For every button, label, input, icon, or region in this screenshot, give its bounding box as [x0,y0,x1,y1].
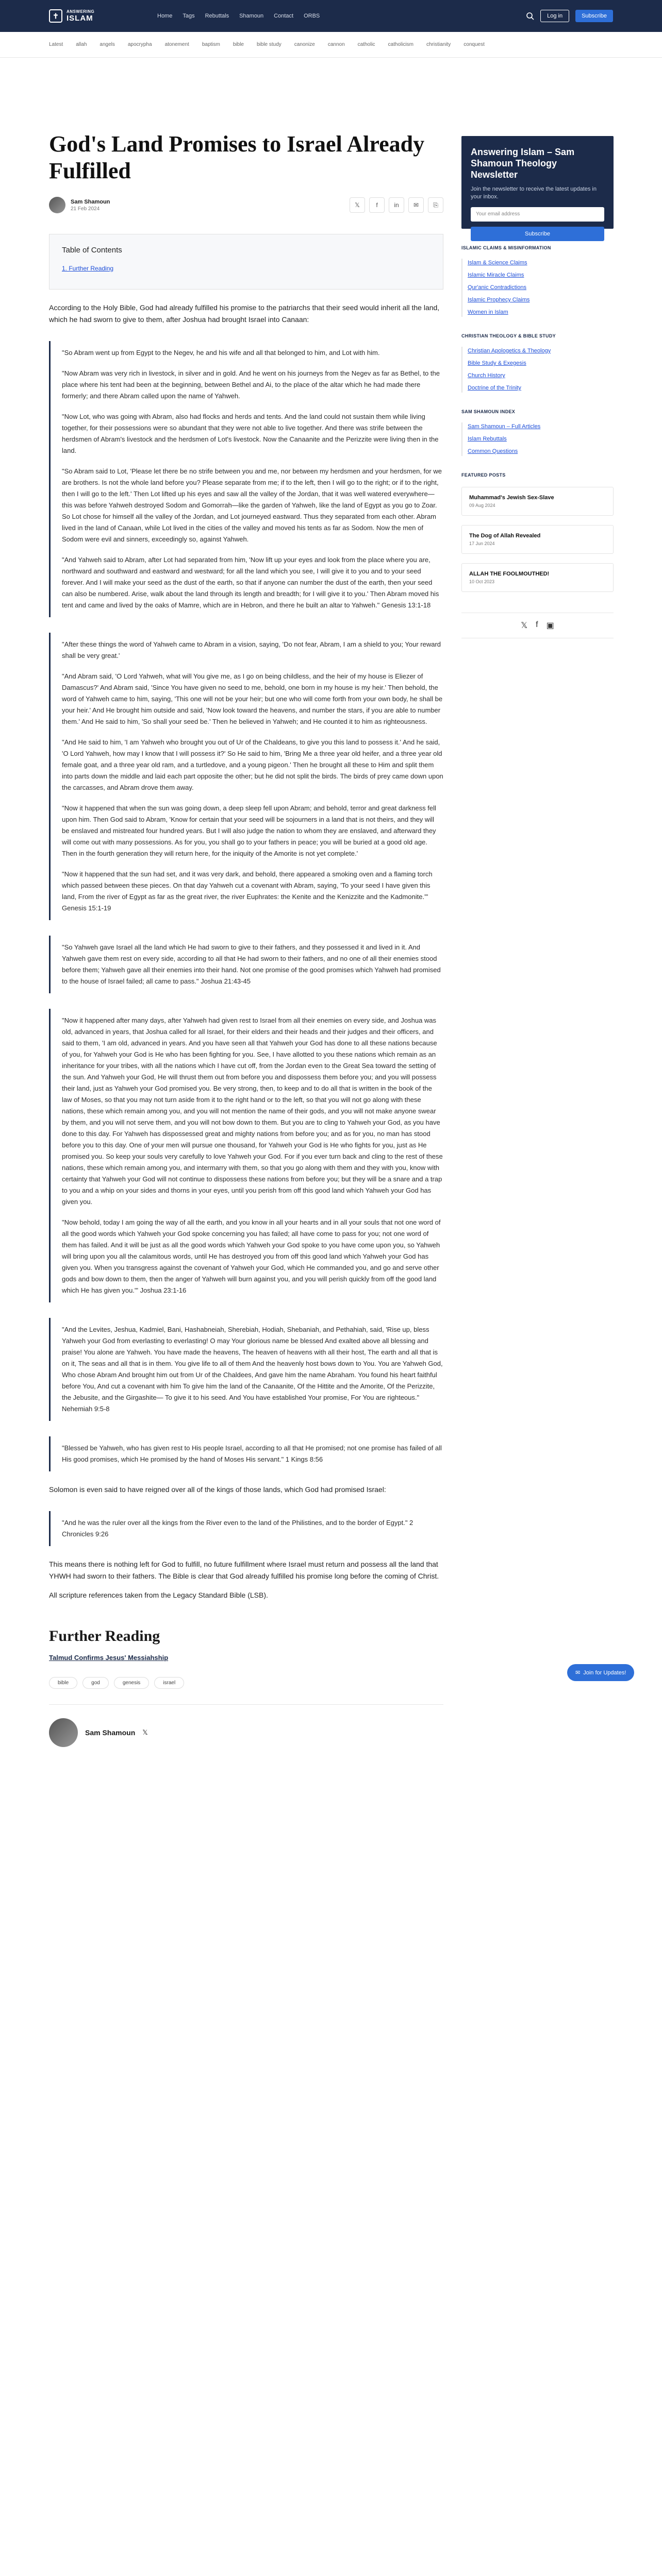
scripture-quote-1-kings-8: "Blessed be Yahweh, who has given rest to His people Israel, according to all that He promised; not one promise has failed of all His good promises, which He promised by the hand of Moses His servant." 1 Kings 8:56 [49,1436,443,1471]
tag-link[interactable]: atonement [164,42,189,47]
share-buttons [350,197,443,213]
post-tag[interactable]: bible [49,1677,77,1689]
scripture-quote-genesis-15: "After these things the word of Yahweh came to Abram in a vision, saying, 'Do not fear, Abram, I am a shield to you; Your reward shall be very great.' "And Abram said, 'O Lord Yahweh, what will You give me, as I go on being childless, and the heir of my house is Eliezer of Damascus?' And Abram said, 'Since You have given no seed to me, behold, one born in my house is my heir.' Then behold, the word of Yahweh came to him, saying, 'This one will not be your heir; but one who will come forth from your own body, he shall be your heir.' And He brought him outside and said, 'Now look toward the heavens, and number the stars, if you are able to number them.' And He said to him, 'So shall your seed be.' Then he believed in Yahweh; and He counted it to him as righteousness. "And He said to him, 'I am Yahweh who brought you out of Ur of the Chaldeans, to give you this land to possess it.' And he said, 'O Lord Yahweh, how may I know that I will possess it?' So He said to him, 'Bring Me a three year old heifer, and a three year old female goat, and a three year old ram, and a turtledove, and a young pigeon.' Then he brought all these to Him and split them into parts down the middle and laid each part opposite the other; but he did not split the birds. The birds of prey came down upon the carcasses, and Abram drove them away. "Now it happened that when the sun was going down, a deep sleep fell upon Abram; and behold, terror and great darkness fell upon him. Then God said to Abram, 'Know for certain that your seed will be sojourners in a land that is not theirs, and they will be enslaved and mistreated four hundred years. But I will also judge the nation to whom they are enslaved, and afterward they will come out with many possessions. As for you, you shall go to your fathers in peace; you will be buried at a good old age. Then in the fourth generation they will return here, for the iniquity of the Amorite is not yet complete.' "Now it happened that the sun had set, and it was very dark, and behold, there appeared a smoking oven and a flaming torch which passed between these pieces. On that day Yahweh cut a covenant with Abram, saying, 'To your seed I have given this land, From the river of Egypt as far as the great river, the river Euphrates: the Kenite and the Kenizzite and the Kadmonite.'" Genesis 15:1-19 [49,633,443,920]
article-title: God's Land Promises to Israel Already Fulfilled [49,131,425,183]
facebook-share-icon[interactable]: f [369,197,385,213]
tag-link[interactable]: angels [100,42,115,47]
scripture-quote-nehemiah-9: "And the Levites, Jeshua, Kadmiel, Bani, Hashabneiah, Sherebiah, Hodiah, Shebaniah, and Pethahiah, said, 'Rise up, bless Yahweh your God from everlasting to everlasting! O may Your glorious name be blessed And exalted above all blessing and praise! You alone are Yahweh. You have made the heavens, The heaven of heavens with all their host, The earth and all that is on it, The seas and all that is in them. You give life to all of them And the heavenly host bows down to You. You are Yahweh God, Who chose Abram And brought him out from Ur of the Chaldees, And gave him the name Abraham. You found his heart faithful before You, And cut a covenant with him To give him the land of the Canaanite, Of the Hittite and the Amorite, Of the Perizzite, the Jebusite, and the Girgashite— To give it to his seed. And You have established Your promise, For You are righteous." Nehemiah 9:5-8 [49,1318,443,1421]
email-share-icon[interactable]: ✉ [408,197,424,213]
sidebar-link[interactable]: Islam & Science Claims [468,260,527,266]
author-name: Sam Shamoun [71,198,110,205]
scripture-quote-genesis-13: "So Abram went up from Egypt to the Negev, he and his wife and all that belonged to him, and Lot with him. "Now Abram was very rich in livestock, in silver and in gold. And he went on his journeys from the Negev as far as Bethel, to the place where his tent had been at the beginning, between Bethel and Ai, to the place of the altar which he had made there formerly; and there Abram called upon the name of Yahweh. "Now Lot, who was going with Abram, also had flocks and herds and tents. And the land could not sustain them while living together, for their possessions were so abundant that they were not able to live together. And there was strife between the herdsmen of Abram's livestock and the herdsmen of Lot's livestock. Now the Canaanite and the Perizzite were living then in the land. "So Abram said to Lot, 'Please let there be no strife between you and me, nor between my herdsmen and your herdsmen, for we are brothers. Is not the whole land before you? Please separate from me; if to the left, then I will go to the right; or if to the right, then I will go to the left.' Then Lot lifted up his eyes and saw all the valley of the Jordan, that it was well watered everywhere—this was before Yahweh destroyed Sodom and Gomorrah—like the garden of Yahweh, like the land of Egypt as you go to Zoar. So Lot chose for himself all the valley of the Jordan, and Lot journeyed eastward. Thus they separated from each other. Abram lived in the land of Canaan, while Lot lived in the cities of the valley and moved his tents as far as Sodom. Now the men of Sodom were evil and sinners, exceedingly so, against Yahweh. "And Yahweh said to Abram, after Lot had separated from him, 'Now lift up your eyes and look from the place where you are, northward and southward and eastward and westward; for all the land which you see, I will give it to you and to your seed forever. And I will make your seed as the dust of the earth, so that if anyone can number the dust of the earth, then your seed can also be numbered. Arise, walk about the land through its length and breadth; for I will give it to you.' Then Abram moved his tent and came and lived by the oaks of Mamre, which are in Hebron, and there he built an altar to Yahweh." Genesis 13:1-18 [49,341,443,617]
sidebar-list [461,347,614,393]
site-logo[interactable]: ✝ ANSWERING ISLAM [49,9,157,23]
further-reading-link[interactable]: Talmud Confirms Jesus' Messiahship [49,1654,169,1662]
search-icon[interactable] [526,12,534,20]
post-date: 21 Feb 2024 [71,206,100,212]
menu-rebuttals[interactable]: Rebuttals [205,13,229,19]
author-card[interactable] [49,1704,443,1747]
sidebar-link[interactable]: Islam Rebuttals [468,436,507,442]
sidebar-list [461,422,614,456]
tag-link[interactable]: canonize [294,42,315,47]
sidebar-link[interactable]: Women in Islam [468,309,508,315]
sidebar-heading: SAM SHAMOUN INDEX [461,409,516,414]
x-share-icon[interactable]: 𝕏 [350,197,365,213]
tag-link[interactable]: cannon [327,42,345,47]
social-links [461,613,614,638]
sidebar-heading: CHRISTIAN THEOLOGY & BIBLE STUDY [461,333,556,338]
linkedin-share-icon[interactable]: in [389,197,404,213]
menu-shamoun[interactable]: Shamoun [239,13,264,19]
sidebar-link[interactable]: Bible Study & Exegesis [468,360,526,366]
tag-link[interactable]: conquest [464,42,485,47]
post-tag[interactable]: genesis [114,1677,149,1689]
x-icon[interactable]: 𝕏 [142,1728,148,1736]
newsletter-card: Answering Islam – Sam Shamoun Theology Newsletter Join the newsletter to receive the latest updates in your inbox. Your email address Subscribe [461,136,614,229]
avatar [49,1718,78,1747]
article-main [49,115,443,1747]
copy-link-icon[interactable]: ⎘ [428,197,443,213]
rss-icon[interactable]: ▣ [546,621,554,630]
intro-paragraph: According to the Holy Bible, God had already fulfilled his promise to the patriarchs that their seed would inherit all the land, which he had sworn to give to them, after Joshua had brought Israel into Canaan: [49,303,440,324]
x-icon[interactable]: 𝕏 [521,621,528,630]
sidebar-link[interactable]: Islamic Miracle Claims [468,272,524,278]
toc-link-further-reading[interactable]: 1. Further Reading [62,265,114,272]
scripture-quote-2-chronicles-9: "And he was the ruler over all the kings from the River even to the land of the Philistines, and to the border of Egypt." 2 Chronicles 9:26 [49,1511,443,1546]
mail-icon: ✉ [575,1670,581,1676]
sidebar-heading: ISLAMIC CLAIMS & MISINFORMATION [461,245,551,250]
featured-post[interactable]: The Dog of Allah Revealed 17 Jun 2024 [461,525,614,554]
tag-link[interactable]: Latest [49,42,63,47]
login-button[interactable]: Log in [540,10,569,22]
tag-link[interactable]: catholicism [388,42,414,47]
article-author[interactable] [49,197,110,213]
tag-link[interactable]: baptism [202,42,220,47]
source-note: All scripture references taken from the Legacy Standard Bible (LSB). [49,1591,268,1599]
scripture-quote-joshua-21: "So Yahweh gave Israel all the land which He had sworn to give to their fathers, and they possessed it and lived in it. And Yahweh gave them rest on every side, according to all that He had sworn to their fathers, and no one of all their enemies stood before them; Yahweh gave all their enemies into their hand. Not one promise of the good promises which Yahweh had promised to the house of Israel failed; all came to pass." Joshua 21:43-45 [49,936,443,993]
scripture-quote-joshua-23: "Now it happened after many days, after Yahweh had given rest to Israel from all their enemies on every side, and Joshua was old, advanced in years, that Joshua called for all Israel, for their elders and their heads and their judges and their officers, and said to them, 'I am old, advanced in years. And you have seen all that Yahweh your God has done to all these nations because of you, for Yahweh your God is He who has been fighting for you. See, I have allotted to you these nations which remain as an inheritance for your tribes, with all the nations which I have cut off, from the Jordan even to the Great Sea toward the setting of the sun. And Yahweh your God, He will thrust them out from before you and dispossess them before you; and you will possess their land, just as Yahweh your God promised you. Be very strong, then, to keep and to do all that is written in the book of the law of Moses, so that you may not turn aside from it to the right hand or to the left, so that you will not go along with these nations, these which remain among you, and you will not mention the name of their gods, and you will not make anyone swear by them, and you will not serve them, and you will not bow down to them. But you are to cling to Yahweh your God, as you have done to this day. For Yahweh has dispossessed great and mighty nations from before you; and as for you, no man has stood before you to this day. One of your men will pursue one thousand, for Yahweh your God is He who fights for you, just as He promised you. So keep your souls very carefully to love Yahweh your God. For if you ever turn back and cling to the rest of these nations, these which remain among you, and intermarry with them, so that you go along with them and they with you, know with certainty that Yahweh your God will not continue to dispossess these nations from before you; but they will be a snare and a trap to you and a whip on your sides and thorns in your eyes, until you perish from off this good land which Yahweh your God has given you. "Now behold, today I am going the way of all the earth, and you know in all your hearts and in all your souls that not one word of all the good words which Yahweh your God spoke concerning you has failed; all have come to pass for you; not one word of them has failed. And it will be just as all the good words which Yahweh your God spoke to you have come upon you, so Yahweh will bring upon you all the calamitous words, until He has destroyed you from off this good land which Yahweh your God has given you. When you transgress against the covenant of Yahweh your God, which He commanded you, and go and serve other gods and bow down to them, then the anger of Yahweh will burn against you, and you will perish quickly from off the good land which He has given you.'" Joshua 23:1-16 [49,1009,443,1302]
post-tags [49,1677,443,1689]
subscribe-button[interactable]: Subscribe [575,10,613,22]
menu-orbs[interactable]: ORBS [304,13,320,19]
sidebar-link[interactable]: Qur'anic Contradictions [468,284,526,291]
logo-icon: ✝ [49,9,62,23]
post-tag[interactable]: israel [154,1677,184,1689]
conclusion-paragraph: This means there is nothing left for God to fulfill, no future fulfillment where Israel must return and possess all the land that YHWH had sworn to their fathers. The Bible is clear that God already fulfilled his promise long before the coming of Christ. [49,1560,439,1580]
further-reading-heading: Further Reading [49,1628,160,1645]
featured-post[interactable]: Muhammad's Jewish Sex-Slave 09 Aug 2024 [461,487,614,516]
sidebar-link[interactable]: Common Questions [468,448,518,454]
sidebar-link[interactable]: Sam Shamoun – Full Articles [468,423,541,430]
main-menu [157,13,320,19]
menu-contact[interactable]: Contact [274,13,294,19]
tag-bar [0,32,662,58]
join-updates-button[interactable]: ✉ Join for Updates! [567,1664,634,1681]
post-tag[interactable]: god [82,1677,109,1689]
tag-link[interactable]: apocrypha [127,42,152,47]
tag-link[interactable]: bible study [256,42,282,47]
avatar [49,197,65,213]
tag-link[interactable]: allah [76,42,87,47]
top-navbar [0,0,662,32]
solomon-paragraph: Solomon is even said to have reigned over all of the kings of those lands, which God had promised Israel: [49,1485,386,1494]
email-input[interactable]: Your email address [471,207,604,222]
menu-tags[interactable]: Tags [183,13,195,19]
sidebar [461,136,614,638]
facebook-icon[interactable]: f [536,620,538,629]
sidebar-link[interactable]: Islamic Prophecy Claims [468,297,530,303]
table-of-contents: Table of Contents 1. Further Reading [49,234,443,290]
newsletter-subscribe-button[interactable]: Subscribe [471,227,604,241]
sidebar-heading: FEATURED POSTS [461,472,506,478]
menu-home[interactable]: Home [157,13,173,19]
sidebar-list [461,259,614,317]
tag-link[interactable]: catholic [357,42,375,47]
sidebar-link[interactable]: Doctrine of the Trinity [468,385,521,391]
sidebar-link[interactable]: Christian Apologetics & Theology [468,348,551,354]
featured-post[interactable]: ALLAH THE FOOLMOUTHED! 10 Oct 2023 [461,563,614,592]
author-card-name: Sam Shamoun [85,1728,136,1737]
sidebar-link[interactable]: Church History [468,372,505,379]
tag-link[interactable]: bible [233,42,244,47]
tag-link[interactable]: christianity [426,42,451,47]
